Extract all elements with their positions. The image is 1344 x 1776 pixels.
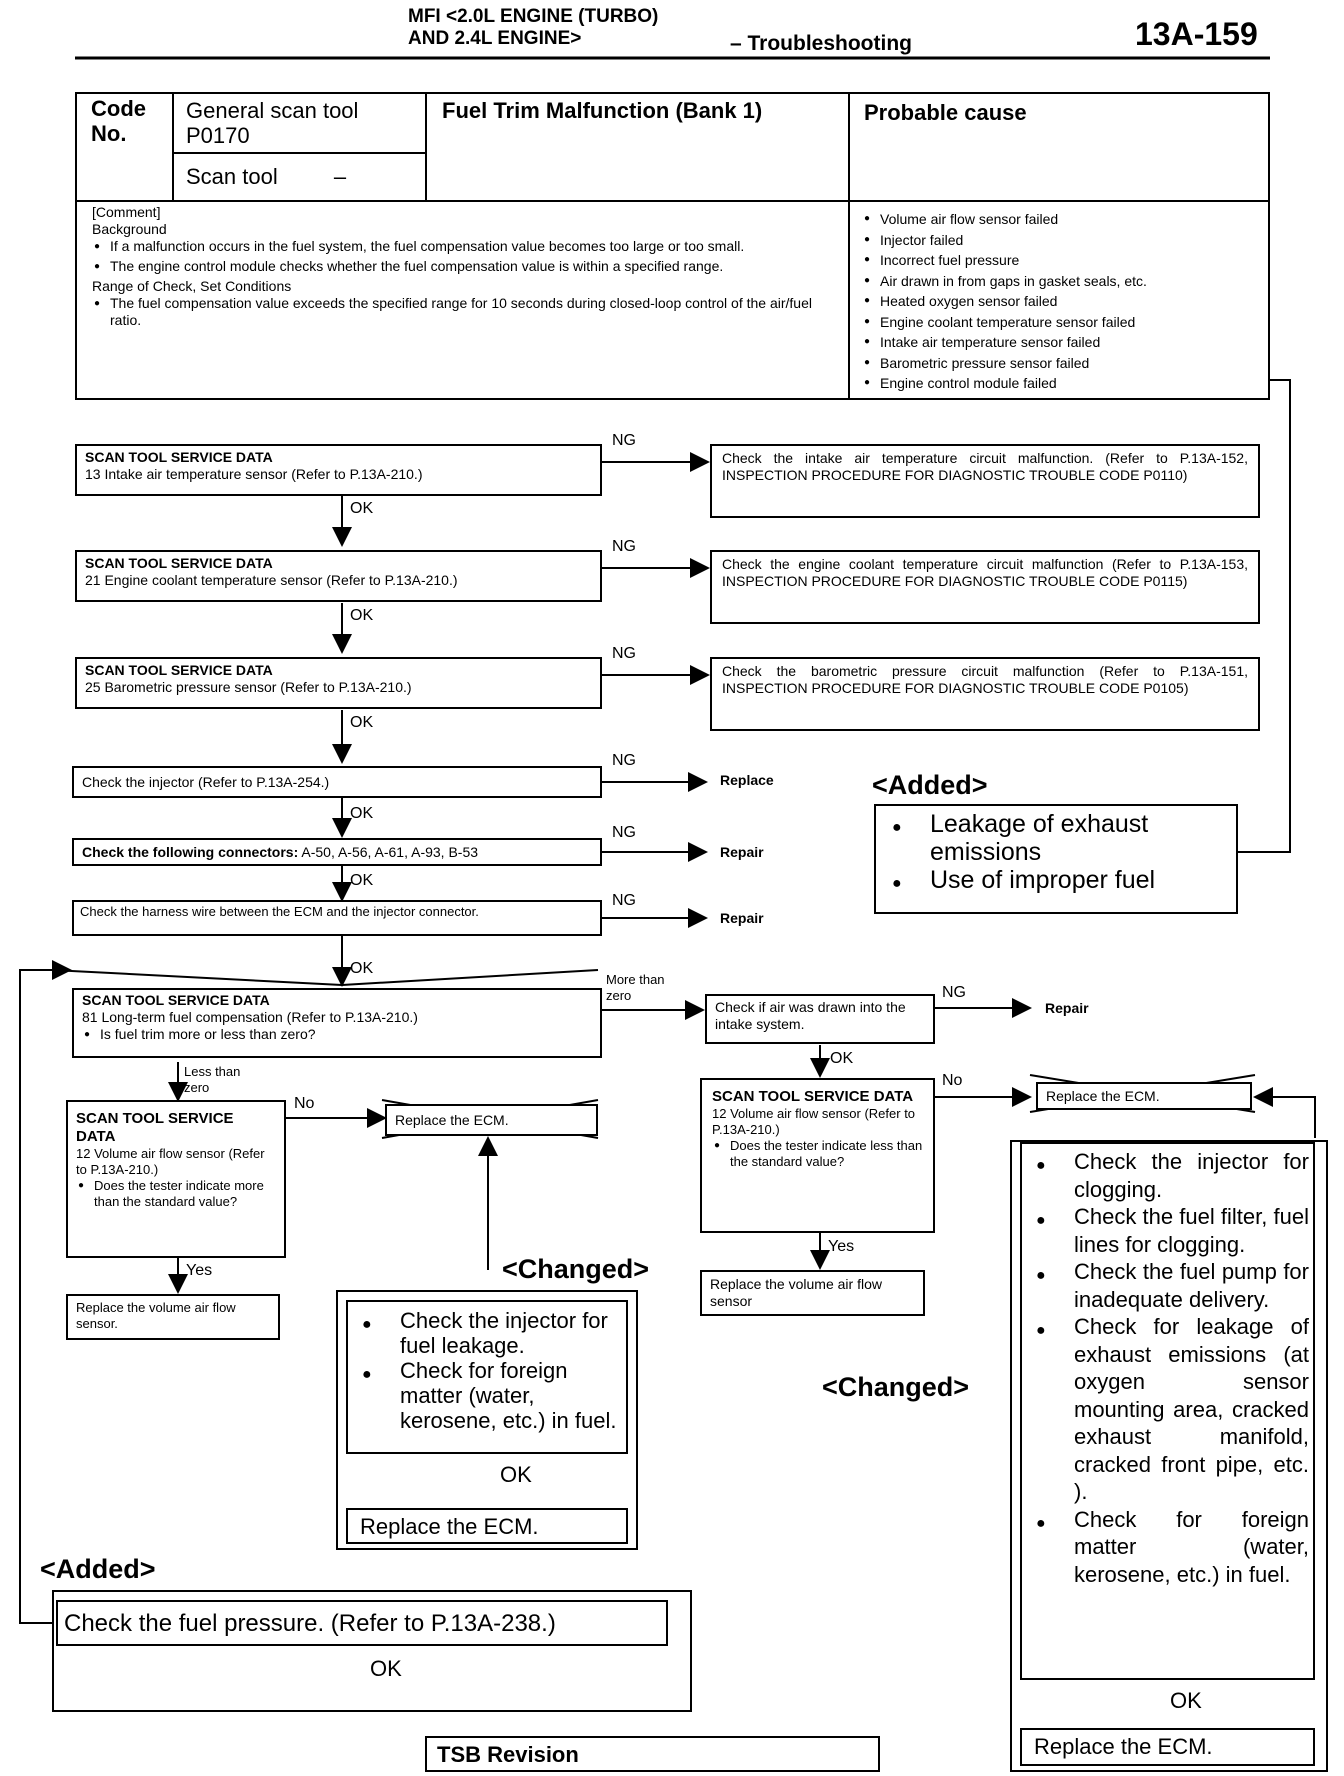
label-ok: OK: [500, 1462, 532, 1487]
label-less-than-zero: Less than zero: [184, 1064, 241, 1095]
changed-list-center: [352, 1308, 622, 1433]
changed-result-right: Replace the ECM.: [1020, 1728, 1315, 1766]
step-text: 81 Long-term fuel compensation (Refer to P.13A-210.): [82, 1009, 418, 1025]
added-item: ● Use of improper fuel: [882, 866, 1230, 894]
ng-barometric: Check the barometric pressure circuit malfunction (Refer to P.13A-151, INSPECTION PROCEDURE FOR DIAGNOSTIC TROUBLE CODE P0105): [710, 657, 1260, 731]
label-ok: OK: [350, 500, 374, 517]
changed-item: ● Check for foreign matter (water, kerosene, etc.) in fuel.: [352, 1358, 622, 1433]
step-title: SCAN TOOL SERVICE DATA: [712, 1088, 914, 1105]
label-ng: NG: [612, 892, 636, 909]
cause-item: ● Volume air flow sensor failed: [862, 209, 1262, 230]
struck-replace-ecm-left: Replace the ECM.: [385, 1104, 598, 1136]
label-more-than-zero: More than zero: [606, 972, 665, 1003]
changed-item: ● Check for leakage of exhaust emissions (at oxygen sensor mounting area, cracked exhaust manifold, cracked front pipe, etc. ).: [1026, 1313, 1309, 1506]
step-vaf-left: [66, 1100, 286, 1258]
step-bullets: [82, 1026, 592, 1043]
scan-tool-value: –: [333, 164, 347, 189]
background-item: ● The engine control module checks whether the fuel compensation value is within a specified range.: [92, 258, 837, 275]
page-number: 13A-159: [1135, 16, 1258, 52]
step-injector: Check the injector (Refer to P.13A-254.): [72, 766, 602, 798]
scan-tool-cell: [172, 154, 427, 202]
section-subtitle: – Troubleshooting: [730, 32, 912, 55]
label-ok: OK: [350, 960, 374, 977]
range-item: ● The fuel compensation value exceeds the specified range for 10 seconds during closed-loop control of the air/fuel ratio.: [92, 295, 837, 329]
step-title: SCAN TOOL SERVICE DATA: [82, 992, 270, 1008]
label-ok: OK: [350, 872, 374, 889]
label-ok: OK: [350, 607, 374, 624]
background-list: [92, 238, 837, 275]
probable-cause-label: Probable cause: [864, 100, 1027, 125]
label-ok: OK: [350, 714, 374, 731]
result-replace: Replace: [720, 772, 774, 788]
changed-item: ● Check the injector for fuel leakage.: [352, 1308, 622, 1358]
struck-replace-ecm-right: Replace the ECM.: [1036, 1082, 1252, 1110]
general-scan-tool-code: P0170: [186, 123, 250, 148]
section-title-line2: AND 2.4L ENGINE>: [408, 28, 582, 49]
step-bullet: ● Does the tester indicate less than the standard value?: [712, 1138, 923, 1170]
code-no-label: Code No.: [91, 96, 146, 146]
changed-item: ● Check for foreign matter (water, kerosene, etc.) in fuel.: [1026, 1506, 1309, 1589]
added-item: ● Leakage of exhaust emissions: [882, 810, 1230, 866]
step-bullets: [712, 1138, 923, 1170]
changed-item: ● Check the fuel pump for inadequate delivery.: [1026, 1258, 1309, 1313]
code-no-cell: [75, 92, 174, 202]
general-scan-tool-cell: [172, 92, 427, 154]
step-text: 25 Barometric pressure sensor (Refer to P.13A-210.): [85, 679, 412, 695]
label-ok: OK: [370, 1656, 402, 1681]
section-title-line1: MFI <2.0L ENGINE (TURBO): [408, 6, 659, 27]
step-title: SCAN TOOL SERVICE DATA: [85, 449, 273, 465]
added-tag-top: <Added>: [872, 770, 988, 800]
step-intake-air-temp: [75, 444, 602, 496]
step-connectors: [72, 838, 602, 866]
label-ok: OK: [1170, 1688, 1202, 1713]
step-text: 12 Volume air flow sensor (Refer to P.13A-210.): [76, 1146, 265, 1177]
tsb-revision: TSB Revision: [425, 1736, 880, 1772]
range-list: [92, 295, 837, 329]
label-ng: NG: [612, 824, 636, 841]
changed-box-center: [346, 1300, 628, 1454]
label-ok: OK: [830, 1050, 854, 1067]
label-no: No: [294, 1095, 315, 1112]
step-text: 21 Engine coolant temperature sensor (Refer to P.13A-210.): [85, 572, 458, 588]
step-harness: Check the harness wire between the ECM and the injector connector.: [72, 900, 602, 936]
step-connectors-label: Check the following connectors:: [82, 844, 299, 860]
general-scan-tool-label: General scan tool: [186, 98, 359, 123]
step-long-term-trim: [72, 988, 602, 1058]
changed-item: ● Check the injector for clogging.: [1026, 1148, 1309, 1203]
label-ng: NG: [612, 538, 636, 555]
changed-result-center: Replace the ECM.: [346, 1508, 628, 1544]
cause-item: ● Air drawn in from gaps in gasket seals, etc.: [862, 271, 1262, 292]
step-text: 12 Volume air flow sensor (Refer to P.13A-210.): [712, 1106, 916, 1137]
changed-item: ● Check the fuel filter, fuel lines for clogging.: [1026, 1203, 1309, 1258]
dtc-title: Fuel Trim Malfunction (Bank 1): [442, 98, 763, 123]
ng-intake-air-temp: Check the intake air temperature circuit malfunction. (Refer to P.13A-152, INSPECTION PROCEDURE FOR DIAGNOSTIC TROUBLE CODE P0110): [710, 444, 1260, 518]
table-divider-h2: [848, 200, 1270, 202]
added-box-bottom: Check the fuel pressure. (Refer to P.13A-238.): [56, 1600, 668, 1646]
section-title: [408, 6, 658, 50]
cause-item: ● Barometric pressure sensor failed: [862, 353, 1262, 374]
label-ng: NG: [942, 984, 966, 1001]
added-tag-bottom: <Added>: [40, 1554, 156, 1584]
label-yes: Yes: [828, 1238, 855, 1255]
step-bullet: ● Is fuel trim more or less than zero?: [82, 1026, 592, 1043]
label-ok: OK: [350, 805, 374, 822]
background-item: ● If a malfunction occurs in the fuel system, the fuel compensation value becomes too large or too small.: [92, 238, 837, 255]
comment-label: [Comment]: [92, 204, 161, 220]
cause-item: ● Incorrect fuel pressure: [862, 250, 1262, 271]
label-ng: NG: [612, 645, 636, 662]
scan-tool-label: Scan tool: [186, 164, 278, 189]
step-bullets: [76, 1178, 276, 1210]
step-connectors-list: A-50, A-56, A-61, A-93, B-53: [298, 844, 479, 860]
step-barometric: [75, 657, 602, 709]
cause-item: ● Engine control module failed: [862, 373, 1262, 394]
changed-list-right: [1026, 1148, 1309, 1588]
ng-coolant-temp: Check the engine coolant temperature circuit malfunction (Refer to P.13A-153, INSPECTION PROCEDURE FOR DIAGNOSTIC TROUBLE CODE P0115): [710, 550, 1260, 624]
added-list-top: [882, 810, 1230, 894]
result-replace-vaf-right: Replace the volume air flow sensor: [700, 1270, 925, 1316]
cause-item: ● Injector failed: [862, 230, 1262, 251]
label-ng: NG: [612, 432, 636, 449]
step-title: SCAN TOOL SERVICE DATA: [85, 662, 273, 678]
result-repair: Repair: [720, 910, 764, 926]
cause-item: ● Engine coolant temperature sensor failed: [862, 312, 1262, 333]
background-label: Background: [92, 221, 167, 237]
step-bullet: ● Does the tester indicate more than the standard value?: [76, 1178, 276, 1210]
changed-tag-right: <Changed>: [822, 1372, 970, 1402]
added-box-top: [874, 804, 1238, 914]
result-repair: Repair: [720, 844, 764, 860]
changed-box-right: [1020, 1142, 1315, 1680]
result-repair: Repair: [1045, 1000, 1089, 1016]
range-label: Range of Check, Set Conditions: [92, 278, 292, 294]
cause-item: ● Intake air temperature sensor failed: [862, 332, 1262, 353]
label-yes: Yes: [186, 1262, 213, 1279]
table-divider-h: [75, 200, 848, 202]
label-no: No: [942, 1072, 963, 1089]
result-replace-vaf-left: Replace the volume air flow sensor.: [66, 1294, 280, 1340]
step-air-check: Check if air was drawn into the intake system.: [705, 994, 935, 1044]
step-coolant-temp: [75, 550, 602, 602]
step-title: SCAN TOOL SERVICE DATA: [85, 555, 273, 571]
changed-tag-center: <Changed>: [502, 1254, 650, 1284]
label-ng: NG: [612, 752, 636, 769]
probable-cause-list: [862, 209, 1262, 394]
step-vaf-right: [700, 1078, 935, 1233]
comment-block: [92, 204, 837, 329]
table-divider: [848, 92, 850, 400]
cause-item: ● Heated oxygen sensor failed: [862, 291, 1262, 312]
step-text: 13 Intake air temperature sensor (Refer to P.13A-210.): [85, 466, 423, 482]
step-title: SCAN TOOL SERVICE DATA: [76, 1110, 234, 1145]
